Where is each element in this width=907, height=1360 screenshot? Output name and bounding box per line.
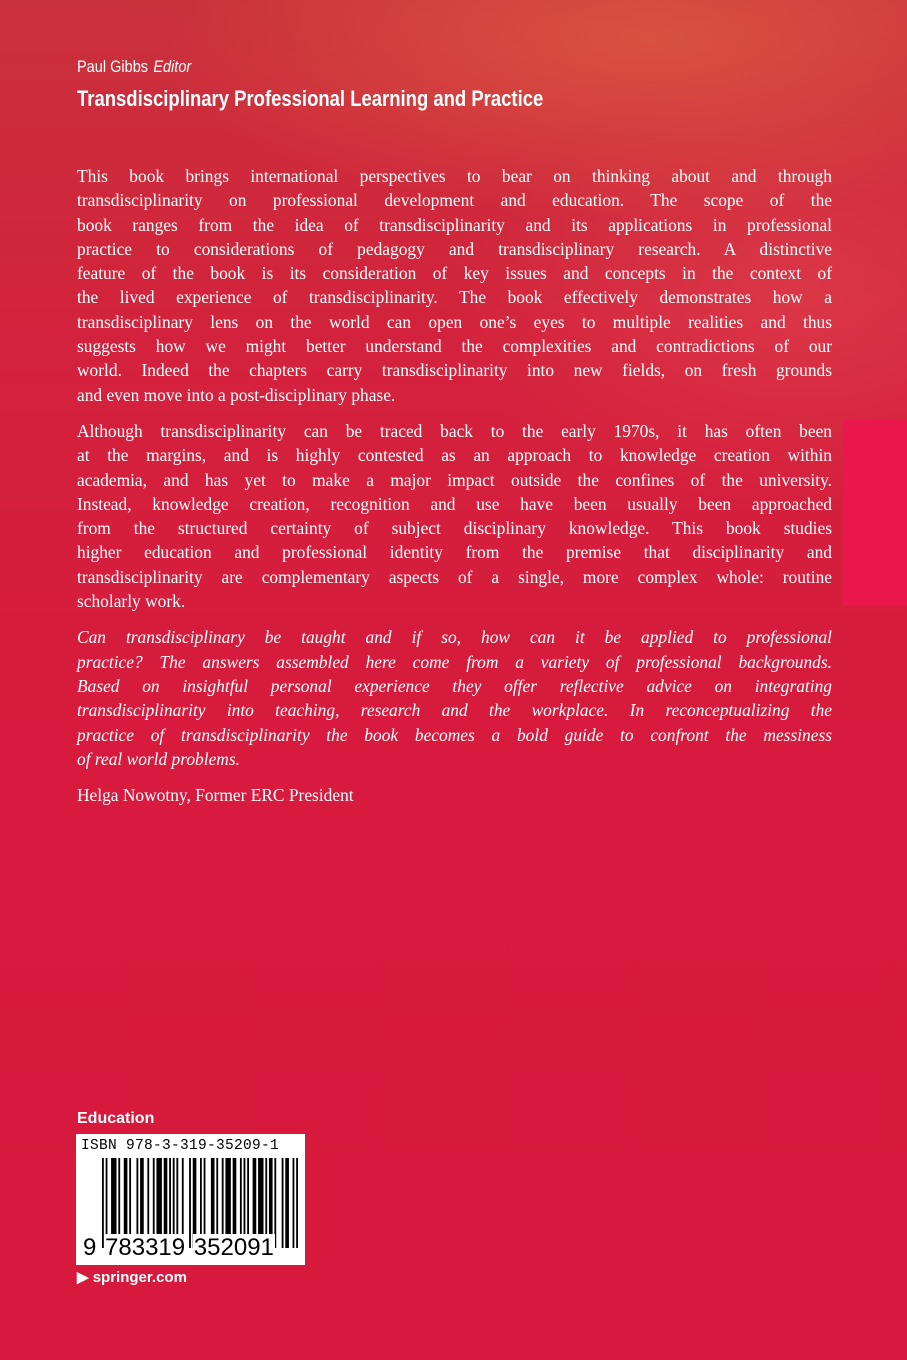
endorsement-quote [77, 625, 832, 771]
text-line: This book brings international perspectives to bear on thinking about and through [77, 166, 832, 186]
isbn-text: ISBN 978-3-319-35209-1 [81, 1138, 280, 1154]
text-line: the lived experience of transdisciplinarity. The book effectively demonstrates how a [77, 287, 832, 308]
text-line: scholarly work. [77, 591, 186, 612]
barcode-digit-lead: 9 [83, 1234, 97, 1261]
text-line: Based on insightful personal experience they offer reflective advice on integrating [77, 675, 832, 696]
text-line: practice to considerations of pedagogy and transdisciplinary research. A distinctive [77, 238, 832, 259]
text-line: transdisciplinarity into teaching, research and the workplace. In reconceptualizing the [77, 700, 832, 721]
blurb [77, 164, 832, 807]
text-line: at the margins, and is highly contested as an approach to knowledge creation within [77, 445, 832, 466]
description-paragraph-2 [77, 419, 832, 613]
description-paragraph-1 [77, 164, 832, 407]
barcode-bar [285, 1158, 289, 1248]
text-line: and even move into a post-disciplinary phase. [77, 384, 396, 405]
barcode-digits-right: 352091 [193, 1234, 274, 1261]
endorsement-attribution: Helga Nowotny, Former ERC President [77, 785, 354, 806]
text-line: transdisciplinary lens on the world can open one’s eyes to multiple realities and thus [77, 311, 832, 332]
isbn-barcode [76, 1134, 305, 1265]
category-label: Education [77, 1110, 155, 1127]
text-line: transdisciplinarity are complementary aspects of a single, more complex whole: routine [77, 566, 832, 587]
play-arrow-icon: ▶ [77, 1269, 89, 1286]
barcode-digits-left: 783319 [105, 1234, 186, 1261]
editor-role: Editor [153, 58, 192, 76]
text-line: feature of the book is its consideration of key issues and concepts in the context of [77, 263, 832, 284]
text-line: from the structured certainty of subject disciplinary knowledge. This book studies [77, 518, 832, 539]
text-line: higher education and professional identity from the premise that disciplinarity and [77, 542, 832, 563]
text-line: of real world problems. [77, 748, 240, 769]
text-line: transdisciplinarity on professional development and education. The scope of the [77, 190, 832, 211]
barcode-bar [296, 1158, 298, 1248]
text-line: practice? The answers assembled here come from a variety of professional backgrounds. [77, 651, 832, 672]
barcode-bar [282, 1158, 284, 1248]
barcode-bar [293, 1158, 295, 1248]
text-line: academia, and has yet to make a major impact outside the confines of the university. [77, 469, 832, 490]
text-line: practice of transdisciplinarity the book becomes a bold guide to confront the messiness [77, 724, 832, 745]
spine-color-tab [843, 420, 907, 606]
book-title: Transdisciplinary Professional Learning and Practice [77, 86, 544, 111]
text-line: book ranges from the idea of transdisciplinarity and its applications in professional [77, 214, 832, 235]
text-line: Instead, knowledge creation, recognition and use have been usually been approached [77, 493, 832, 514]
publisher-website-link[interactable] [77, 1268, 187, 1286]
editor-name: Paul Gibbs [77, 58, 149, 76]
editor-credit [77, 58, 191, 77]
text-line: Can transdisciplinary be taught and if so, how can it be applied to professional [77, 627, 832, 648]
website-text: springer.com [92, 1269, 187, 1286]
barcode-digits [82, 1234, 275, 1262]
text-line: world. Indeed the chapters carry transdisciplinarity into new fields, on fresh grounds [77, 360, 832, 381]
text-line: Although transdisciplinarity can be traced back to the early 1970s, it has often been [77, 420, 832, 441]
text-line: suggests how we might better understand the complexities and contradictions of our [77, 336, 832, 357]
